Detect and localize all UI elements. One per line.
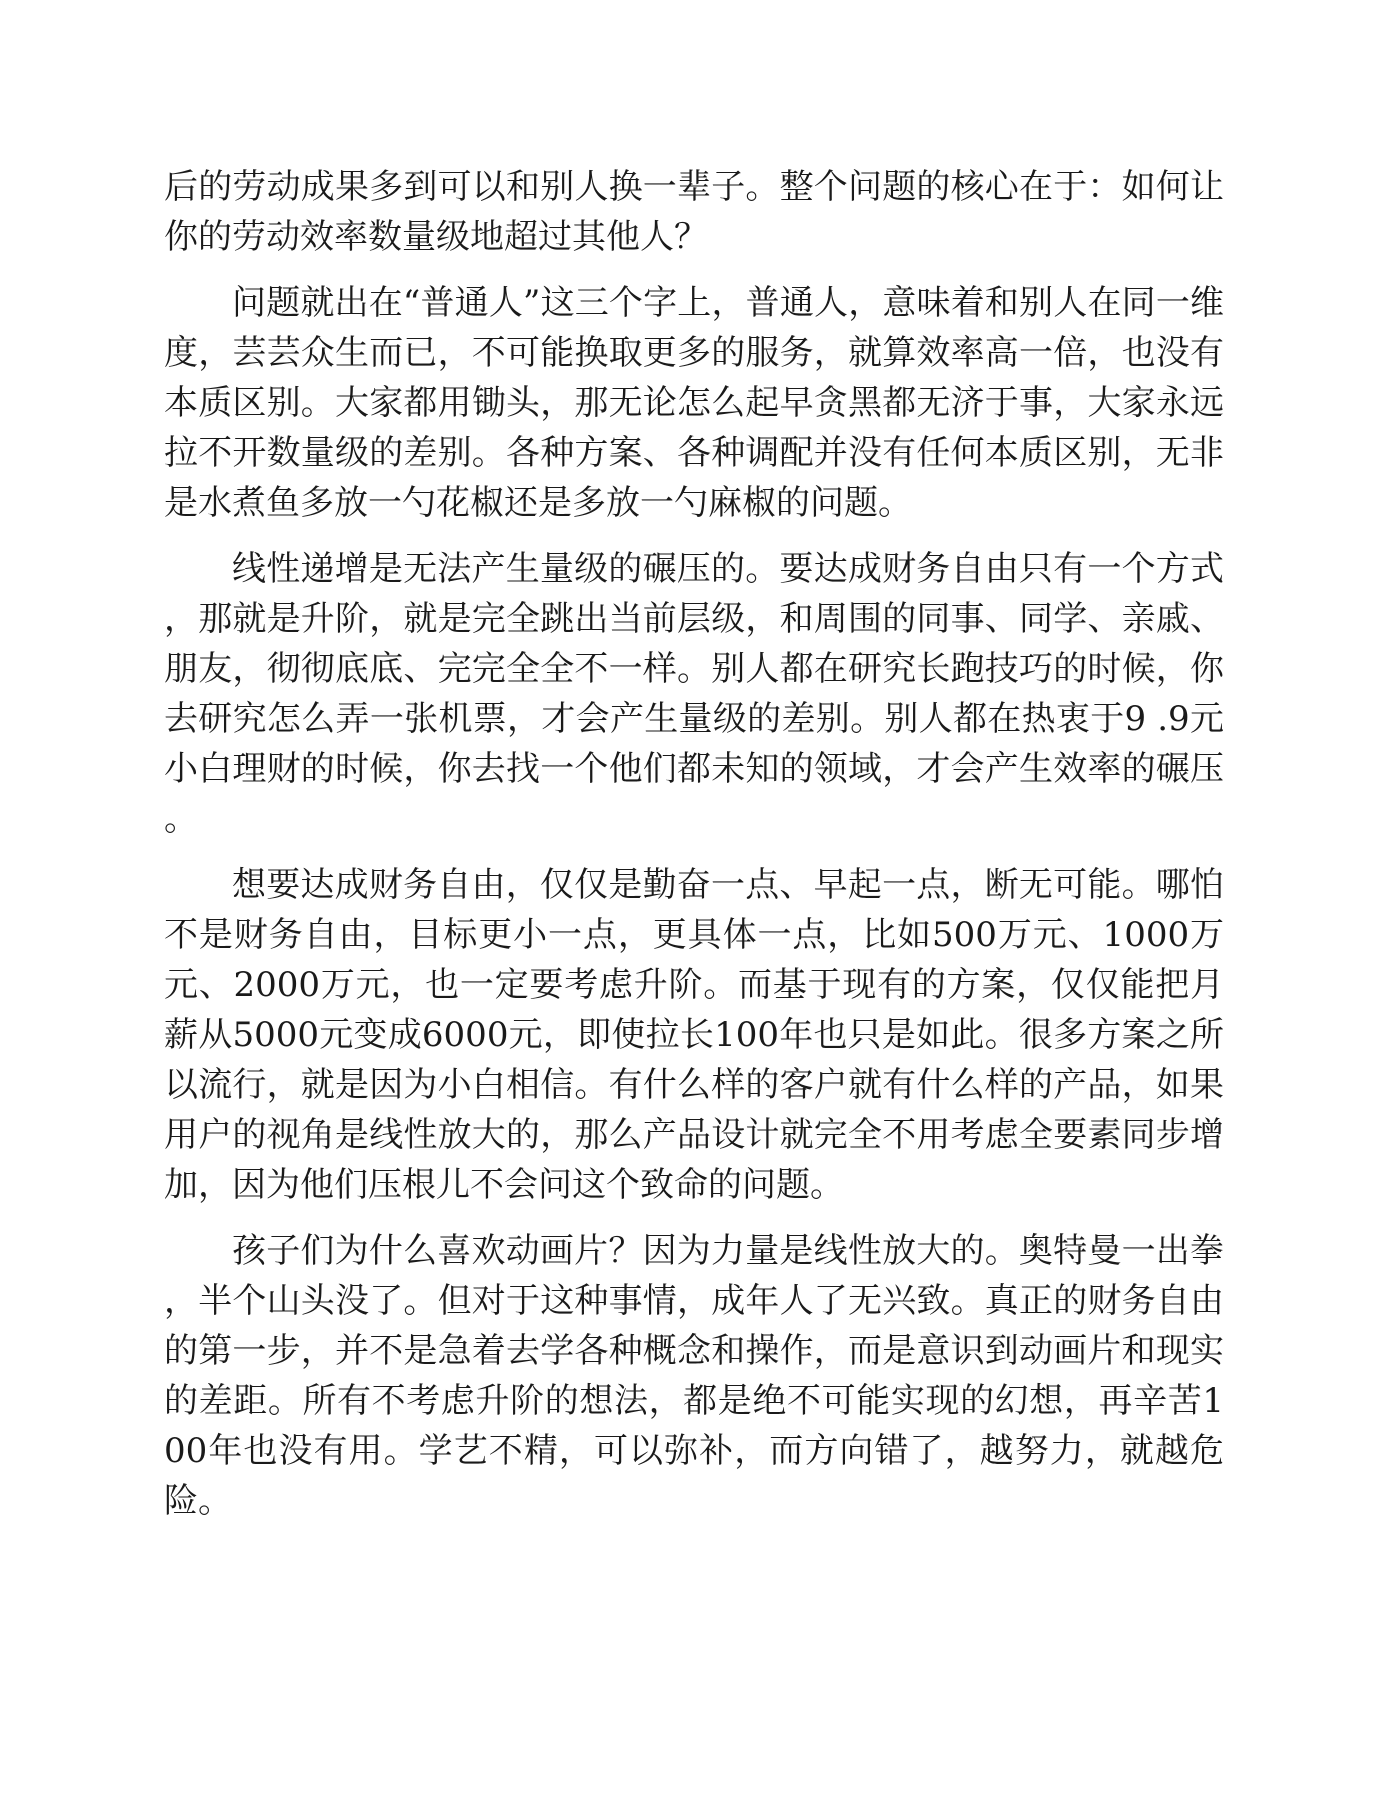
paragraph-5: 孩子们为什么喜欢动画片？因为力量是线性放大的。奥特曼一出拳，半个山头没了。但对于这种事情，成年人了无兴致。真正的财务自由的第一步，并不是急着去学各种概念和操作，而是意识到动画片和现实的差距。所有不考虑升阶的想法，都是绝不可能实现的幻想，再辛苦100年也没有用。学艺不精，可以弥补，而方向错了，越努力，就越危险。 (164, 1231, 1224, 1521)
body-text (164, 162, 1224, 1542)
paragraph-3: 线性递增是无法产生量级的碾压的。要达成财务自由只有一个方式，那就是升阶，就是完全跳出当前层级，和周围的同事、同学、亲戚、朋友，彻彻底底、完完全全不一样。别人都在研究长跑技巧的时候，你去研究怎么弄一张机票，才会产生量级的差别。别人都在热衷于9 .9元小白理财的时候，你去找一个他们都未知的领域，才会产生效率的碾压。 (164, 549, 1224, 839)
paragraph-2: 问题就出在“普通人”这三个字上，普通人，意味着和别人在同一维度，芸芸众生而已，不可能换取更多的服务，就算效率高一倍，也没有本质区别。大家都用锄头，那无论怎么起早贪黑都无济于事，大家永远拉不开数量级的差别。各种方案、各种调配并没有任何本质区别，无非是水煮鱼多放一勺花椒还是多放一勺麻椒的问题。 (164, 283, 1224, 523)
paragraph-4: 想要达成财务自由，仅仅是勤奋一点、早起一点，断无可能。哪怕不是财务自由，目标更小一点，更具体一点，比如500万元、1000万元、2000万元，也一定要考虑升阶。而基于现有的方案，仅仅能把月薪从5000元变成6000元，即使拉长100年也只是如此。很多方案之所以流行，就是因为小白相信。有什么样的客户就有什么样的产品，如果用户的视角是线性放大的，那么产品设计就完全不用考虑全要素同步增加，因为他们压根儿不会问这个致命的问题。 (164, 865, 1224, 1205)
paragraph-1: 后的劳动成果多到可以和别人换一辈子。整个问题的核心在于：如何让你的劳动效率数量级地超过其他人？ (164, 167, 1224, 257)
